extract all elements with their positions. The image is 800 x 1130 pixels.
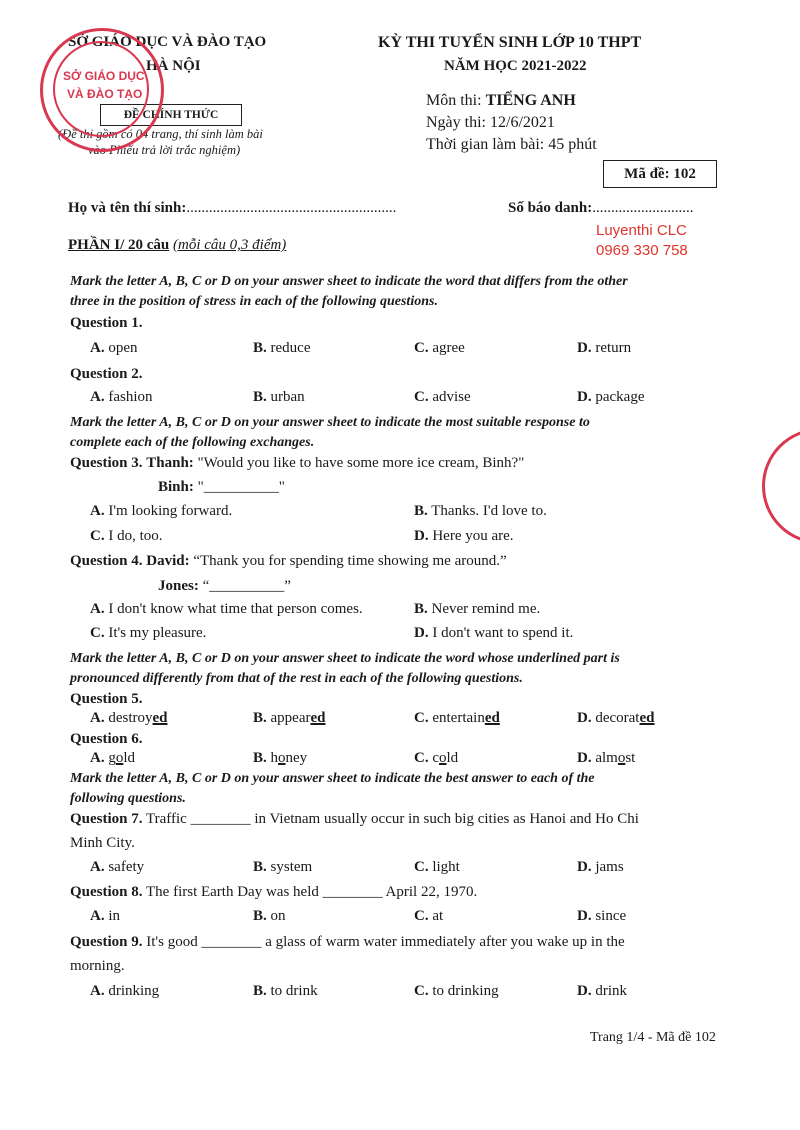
subject-label: Môn thi: [426,92,486,109]
question-9-stem [70,934,625,951]
q3-option-d: D. Here you are. [414,528,514,544]
q6-option-a: A. gold [90,750,136,766]
candidate-id-label: Số báo danh: [508,200,593,216]
q7-option-d: D. jams [577,859,624,875]
q9-option-b: B. to drink [253,983,318,999]
q3-text: "Would you like to have some more ice cream, Binh?" [197,455,525,471]
q3-option-b: B. Thanks. I'd love to. [414,503,547,519]
question-5-label: Question 5. [70,691,143,707]
part-points: (mỗi câu 0,3 điểm) [173,237,287,253]
question-9-label: Question 9. [70,934,143,950]
q9-option-d: D. drink [577,983,628,999]
q9-text: It's good ________ a glass of warm water immediately after you wake up in the [146,934,625,950]
q9-option-c: C. to drinking [414,983,499,999]
question-8-stem [70,884,477,901]
q6-option-d: D. almost [577,750,636,766]
question-4-label: Question 4. [70,553,143,569]
exam-date: Ngày thi: 12/6/2021 [426,114,555,131]
q1-option-b: B. reduce [253,340,311,356]
instruction-exchange-line2: complete each of the following exchanges. [70,435,315,450]
exam-note-line1: (Đề thi gồm có 04 trang, thí sinh làm bài [58,127,263,141]
q1-option-a: A. open [90,340,138,356]
question-7-label: Question 7. [70,811,143,827]
q1-option-d: D. return [577,340,632,356]
subject-line [426,92,576,110]
q4-text: “Thank you for spending time showing me around.” [193,553,507,569]
q6-option-c: C. cold [414,750,459,766]
instruction-exchange-line1: Mark the letter A, B, C or D on your answer sheet to indicate the most suitable response to [70,415,590,430]
candidate-name-line [68,200,396,217]
question-8-label: Question 8. [70,884,143,900]
instruction-best-line1: Mark the letter A, B, C or D on your answer sheet to indicate the best answer to each of the [70,771,595,786]
q9-option-a: A. drinking [90,983,160,999]
q4-reply [158,578,291,595]
q4-option-c: C. It's my pleasure. [90,625,207,641]
watermark-line2: 0969 330 758 [596,242,688,259]
q2-option-b: B. urban [253,389,305,405]
partial-stamp [762,428,800,544]
q4-option-a: A. I don't know what time that person comes. [90,601,363,617]
q7-option-a: A. safety [90,859,145,875]
q4-option-d: D. I don't want to spend it. [414,625,574,641]
q3-option-a: A. I'm looking forward. [90,503,233,519]
q4-reply-speaker: Jones: [158,578,199,594]
exam-duration: Thời gian làm bài: 45 phút [426,136,597,153]
exam-code: Mã đề: 102 [624,166,696,182]
q4-reply-blank: “__________” [202,578,291,594]
q1-option-c: C. agree [414,340,465,356]
candidate-id-line [508,200,693,217]
q5-option-b: B. appeared [253,710,326,726]
q5-option-a: A. destroyed [90,710,168,726]
q6-option-b: B. honey [253,750,308,766]
question-6-label: Question 6. [70,731,143,747]
question-4-stem [70,553,507,570]
question-1-label: Question 1. [70,315,143,331]
q9-text-line2: morning. [70,958,125,974]
candidate-name-label: Họ và tên thí sinh: [68,200,187,216]
candidate-name-dots: ........................................................ [186,200,397,216]
question-2-label: Question 2. [70,366,143,382]
part-heading [68,237,286,254]
q5-option-c: C. entertained [414,710,500,726]
city-name: HÀ NỘI [146,58,201,74]
q3-reply-speaker: Binh: [158,479,194,495]
stamp-text-line2: VÀ ĐÀO TẠO [67,87,143,101]
q3-reply [158,479,285,496]
instruction-best-line2: following questions. [70,791,186,806]
q7-text: Traffic ________ in Vietnam usually occur in such big cities as Hanoi and Ho Chi [146,811,639,827]
q8-option-a: A. in [90,908,121,924]
q7-text-line2: Minh City. [70,835,135,851]
official-label: ĐỀ CHÍNH THỨC [123,109,219,121]
q8-option-b: B. on [253,908,286,924]
watermark-line1: Luyenthi CLC [596,222,687,239]
q4-speaker: David: [146,553,190,569]
q5-option-d: D. decorated [577,710,655,726]
school-year: NĂM HỌC 2021-2022 [444,58,587,74]
q2-option-c: C. advise [414,389,471,405]
q4-option-b: B. Never remind me. [414,601,541,617]
instruction-pron-line2: pronounced differently from that of the rest in each of the following questions. [70,671,523,686]
q7-option-b: B. system [253,859,313,875]
exam-title: KỲ THI TUYỂN SINH LỚP 10 THPT [378,34,642,51]
part-title: PHẦN I/ 20 câu [68,237,170,253]
question-7-stem [70,811,639,828]
page-footer: Trang 1/4 - Mã đề 102 [590,1030,716,1045]
q8-option-c: C. at [414,908,444,924]
department-name: SỞ GIÁO DỤC VÀ ĐÀO TẠO [68,34,267,50]
q8-text: The first Earth Day was held ________ April 22, 1970. [146,884,478,900]
instruction-pron-line1: Mark the letter A, B, C or D on your answer sheet to indicate the word whose underlined part is [70,651,620,666]
instruction-stress-line1: Mark the letter A, B, C or D on your answer sheet to indicate the word that differs from the other [70,274,628,289]
q7-option-c: C. light [414,859,460,875]
q2-option-a: A. fashion [90,389,153,405]
question-3-stem [70,455,524,472]
exam-code-box [603,160,717,188]
candidate-id-dots: ........................... [592,200,694,216]
exam-note-line2: vào Phiếu trả lời trắc nghiệm) [88,143,241,157]
subject-value: TIẾNG ANH [485,92,576,109]
question-3-label: Question 3. [70,455,143,471]
q3-speaker: Thanh: [146,455,194,471]
q3-option-c: C. I do, too. [90,528,163,544]
q8-option-d: D. since [577,908,627,924]
instruction-stress-line2: three in the position of stress in each of the following questions. [70,294,438,309]
q3-reply-blank: "__________" [197,479,285,495]
stamp-text-line1: SỞ GIÁO DỤC [63,69,145,83]
official-stamp [40,28,164,152]
q2-option-d: D. package [577,389,645,405]
